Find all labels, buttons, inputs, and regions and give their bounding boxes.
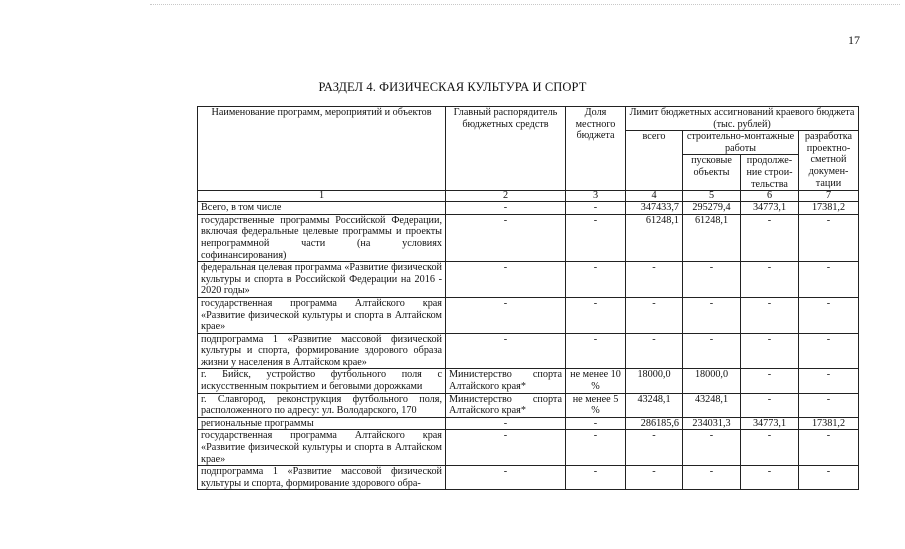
row-startup: - [683,466,741,490]
header-construction: строительно-монтажные работы [683,131,799,155]
row-startup: 43248,1 [683,393,741,417]
row-continuing: - [741,333,799,369]
row-design: - [799,430,859,466]
table-row [198,369,859,393]
row-name: государственная программа Алтайского края «Развитие физической культуры и спорта в Алтайском крае» [198,430,446,466]
row-total: - [626,262,683,298]
distributor-sport: спорта [532,393,562,405]
row-share: - [566,202,626,215]
row-total: 18000,0 [626,369,683,393]
row-design: - [799,369,859,393]
row-distributor: - [446,430,566,466]
column-number: 1 [198,191,446,202]
distributor-region: Алтайского края* [449,381,526,393]
table-row [198,214,859,261]
row-total: 61248,1 [626,214,683,261]
header-total: всего [626,131,683,191]
row-continuing: - [741,297,799,333]
row-design: 17381,2 [799,417,859,430]
row-name: федеральная целевая программа «Развитие физической культуры и спорта в Российской Федерации на 2016 - 2020 годы» [198,262,446,298]
row-continuing: 34773,1 [741,417,799,430]
row-continuing: - [741,262,799,298]
distributor-region: Алтайского края* [449,405,526,417]
table-row [198,430,859,466]
row-distributor [446,393,566,417]
row-startup: 18000,0 [683,369,741,393]
row-share: не менее 5 % [566,393,626,417]
header-startup: пусковые объекты [683,155,741,191]
row-startup: - [683,262,741,298]
table-row [198,297,859,333]
row-total: - [626,297,683,333]
row-distributor: - [446,466,566,490]
scan-edge-line [150,4,900,5]
row-startup: 61248,1 [683,214,741,261]
header-local-share: Доля местного бюджета [566,107,626,191]
row-share: - [566,262,626,298]
row-design: - [799,333,859,369]
row-design: - [799,214,859,261]
table-row [198,417,859,430]
row-continuing: 34773,1 [741,202,799,215]
column-number: 3 [566,191,626,202]
row-name: г. Славгород, реконструкция футбольного поля, расположенного по адресу: ул. Володарского, 170 [198,393,446,417]
row-distributor: - [446,214,566,261]
row-design: - [799,393,859,417]
header-row-1 [198,107,859,131]
row-startup: - [683,297,741,333]
row-distributor: - [446,297,566,333]
row-name: Всего, в том числе [198,202,446,215]
row-total: 347433,7 [626,202,683,215]
row-share: - [566,466,626,490]
row-distributor: - [446,417,566,430]
header-name: Наименование программ, мероприятий и объектов [198,107,446,191]
section-title: РАЗДЕЛ 4. ФИЗИЧЕСКАЯ КУЛЬТУРА И СПОРТ [318,80,587,94]
header-distributor: Главный распорядитель бюджетных средств [446,107,566,191]
column-number: 4 [626,191,683,202]
table-row [198,333,859,369]
table-row [198,466,859,490]
distributor-ministry: Министерство [449,393,512,405]
row-design: - [799,297,859,333]
row-startup: - [683,333,741,369]
row-name: подпрограмма 1 «Развитие массовой физической культуры и спорта, формирование здорового образа жизни у населения в Алтайском крае» [198,333,446,369]
row-startup: - [683,430,741,466]
row-startup: 295279,4 [683,202,741,215]
table-row [198,202,859,215]
row-startup: 234031,3 [683,417,741,430]
row-total: - [626,466,683,490]
row-continuing: - [741,430,799,466]
row-share: - [566,297,626,333]
column-number: 7 [799,191,859,202]
header-continuing: продолже-ние строи-тельства [741,155,799,191]
row-distributor: - [446,202,566,215]
header-design: разработка проектно-сметной докумен-тации [799,131,859,191]
row-continuing: - [741,214,799,261]
header-limit: Лимит бюджетных ассигнований краевого бюджета (тыс. рублей) [626,107,859,131]
row-continuing: - [741,393,799,417]
row-distributor: - [446,333,566,369]
row-total: 286185,6 [626,417,683,430]
row-design: 17381,2 [799,202,859,215]
row-share: - [566,417,626,430]
row-total: - [626,333,683,369]
budget-table [197,106,859,490]
row-continuing: - [741,466,799,490]
row-share: - [566,214,626,261]
distributor-sport: спорта [532,369,562,381]
row-name: г. Бийск, устройство футбольного поля с искусственным покрытием и беговыми дорожками [198,369,446,393]
row-total: 43248,1 [626,393,683,417]
column-number: 5 [683,191,741,202]
column-number: 6 [741,191,799,202]
row-design: - [799,262,859,298]
row-distributor [446,369,566,393]
column-number: 2 [446,191,566,202]
distributor-ministry: Министерство [449,369,512,381]
column-number-row [198,191,859,202]
row-continuing: - [741,369,799,393]
row-name: региональные программы [198,417,446,430]
row-share: не менее 10 % [566,369,626,393]
row-name: государственные программы Российской Федерации, включая федеральные целевые программы и проекты непрограммной части (на условиях софинансирования) [198,214,446,261]
table-row [198,393,859,417]
row-share: - [566,333,626,369]
row-design: - [799,466,859,490]
row-share: - [566,430,626,466]
page-number: 17 [848,33,860,47]
row-total: - [626,430,683,466]
row-name: государственная программа Алтайского края «Развитие физической культуры и спорта в Алтайском крае» [198,297,446,333]
table-row [198,262,859,298]
row-distributor: - [446,262,566,298]
row-name: подпрограмма 1 «Развитие массовой физической культуры и спорта, формирование здорового обра- [198,466,446,490]
